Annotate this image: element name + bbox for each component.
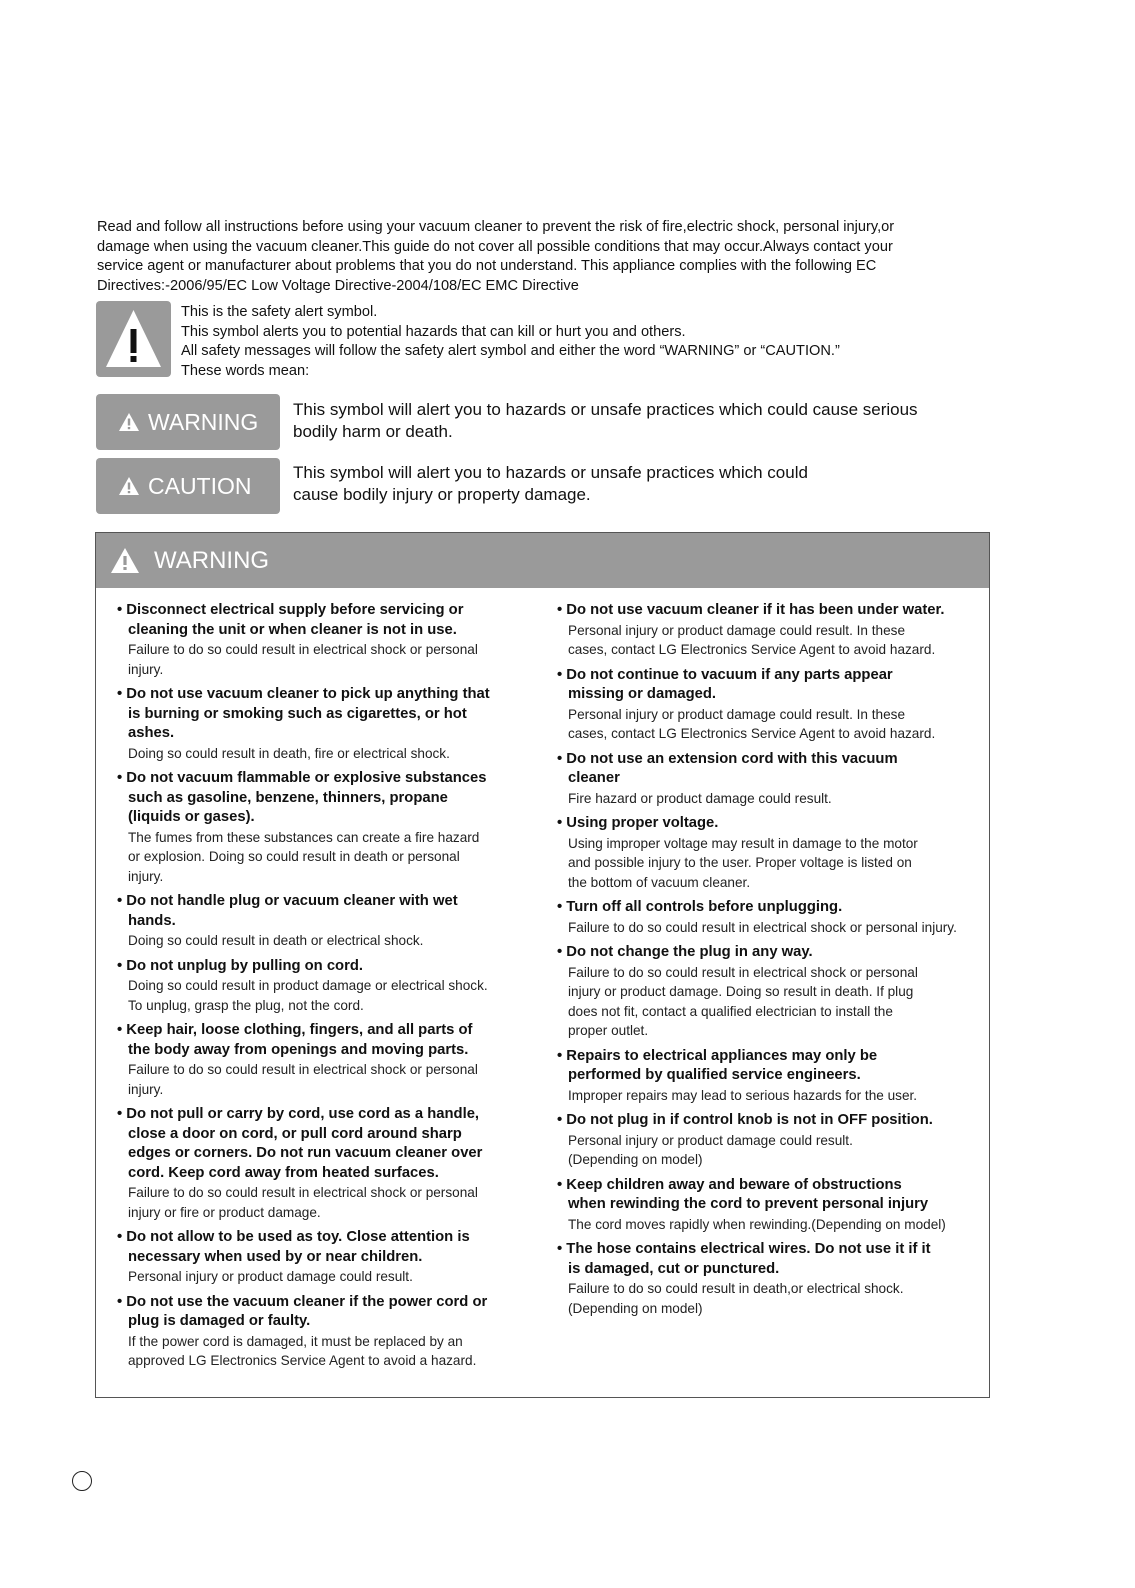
warning-item [557, 1240, 982, 1318]
alert-text-line: This symbol alerts you to potential hazards that can kill or hurt you and others. [181, 323, 686, 340]
caution-signal-label [96, 458, 280, 514]
warning-item [117, 1021, 537, 1099]
warning-item-heading [557, 601, 982, 621]
warning-item-description [117, 1332, 537, 1371]
warning-item [557, 898, 982, 937]
description-line: Fire hazard or product damage could result. [568, 790, 832, 806]
heading-line: hands. [128, 912, 176, 929]
warning-item-heading [117, 685, 537, 744]
safety-alert-symbol [96, 301, 171, 377]
warning-item [117, 685, 537, 763]
warning-triangle-icon [110, 547, 140, 574]
warning-item-description [557, 705, 982, 744]
heading-line: • Keep hair, loose clothing, fingers, and all parts of [117, 1022, 473, 1038]
heading-line: • Do not allow to be used as toy. Close attention is [117, 1229, 470, 1245]
description-line: injury or product damage. Doing so result in death. If plug [568, 984, 914, 999]
warning-item-description [557, 1131, 982, 1170]
warning-item-description [557, 789, 982, 809]
description-line: or explosion. Doing so could result in death or personal [128, 849, 460, 864]
warning-item [557, 1111, 982, 1170]
warning-item [117, 601, 537, 679]
warning-item [557, 666, 982, 744]
intro-line: Directives:-2006/95/EC Low Voltage Directive-2004/108/EC EMC Directive [97, 277, 579, 294]
heading-line: • Disconnect electrical supply before servicing or [117, 602, 464, 618]
alert-text-line: All safety messages will follow the safety alert symbol and either the word “WARNING” or “CAUTION.” [181, 343, 840, 359]
alert-text-line: This is the safety alert symbol. [181, 304, 378, 320]
warning-triangle-icon [118, 476, 140, 496]
heading-line: • Do not unplug by pulling on cord. [117, 957, 363, 974]
warning-panel-header [96, 533, 989, 588]
heading-line: • Do not handle plug or vacuum cleaner with wet [117, 893, 458, 909]
caution-signal-description [293, 462, 973, 506]
warning-item-heading [557, 1176, 982, 1215]
heading-line: cord. Keep cord away from heated surfaces. [128, 1164, 439, 1181]
warning-triangle-icon [103, 307, 164, 371]
warning-panel-title: WARNING [154, 546, 270, 574]
warning-column-right [557, 601, 982, 1324]
description-line: Failure to do so could result in electrical shock or personal [128, 1062, 478, 1077]
description-line: injury. [128, 1081, 164, 1097]
description-line: Doing so could result in death or electrical shock. [128, 933, 424, 948]
warning-item-description [557, 621, 982, 660]
heading-line: • Do not use the vacuum cleaner if the power cord or [117, 1293, 488, 1310]
warning-item [117, 769, 537, 886]
warning-item-heading [557, 943, 982, 963]
signal-desc-line: bodily harm or death. [293, 422, 453, 441]
warning-item-heading [117, 601, 537, 640]
warning-item-description [117, 1183, 537, 1222]
signal-desc-line: This symbol will alert you to hazards or unsafe practices which could cause serious [293, 400, 918, 419]
description-line: To unplug, grasp the plug, not the cord. [128, 997, 364, 1013]
heading-line: • Do not vacuum flammable or explosive substances [117, 770, 487, 786]
heading-line: • Repairs to electrical appliances may only be [557, 1047, 878, 1064]
description-line: (Depending on model) [568, 1300, 703, 1316]
description-line: Personal injury or product damage could result. [568, 1132, 853, 1148]
description-line: Failure to do so could result in electrical shock or personal [568, 964, 918, 980]
description-line: injury. [128, 661, 164, 677]
warning-item [557, 1176, 982, 1235]
warning-item [117, 1293, 537, 1371]
warning-item-heading [117, 1021, 537, 1060]
intro-paragraph [97, 218, 997, 296]
warning-item [557, 814, 982, 892]
warning-item [557, 750, 982, 809]
heading-line: the body away from openings and moving parts. [128, 1041, 469, 1058]
heading-line: • Do not plug in if control knob is not in OFF position. [557, 1112, 933, 1128]
warning-item-heading [557, 814, 982, 834]
warning-item-heading [117, 1105, 537, 1183]
heading-line: cleaner [568, 770, 620, 786]
description-line: Failure to do so could result in electrical shock or personal [128, 642, 478, 657]
heading-line: edges or corners. Do not run vacuum cleaner over [128, 1145, 483, 1161]
warning-item-description [117, 976, 537, 1015]
description-line: Doing so could result in death, fire or electrical shock. [128, 745, 450, 761]
signal-desc-line: This symbol will alert you to hazards or unsafe practices which could [293, 463, 808, 482]
warning-item-description [117, 1060, 537, 1099]
warning-item [117, 1105, 537, 1222]
description-line: and possible injury to the user. Proper voltage is listed on [568, 855, 912, 870]
description-line: Using improper voltage may result in damage to the motor [568, 835, 918, 851]
description-line: Failure to do so could result in death,or electrical shock. [568, 1281, 904, 1296]
heading-line: • The hose contains electrical wires. Do not use it if it [557, 1241, 931, 1257]
description-line: cases, contact LG Electronics Service Agent to avoid hazard. [568, 726, 936, 741]
signal-word: CAUTION [148, 472, 252, 499]
warning-item-description [557, 834, 982, 893]
description-line: Personal injury or product damage could result. In these [568, 706, 906, 722]
heading-line: cleaning the unit or when cleaner is not in use. [128, 621, 457, 638]
warning-item-heading [117, 769, 537, 828]
heading-line: such as gasoline, benzene, thinners, propane [128, 789, 448, 806]
warning-item-description [557, 1086, 982, 1106]
description-line: Improper repairs may lead to serious hazards for the user. [568, 1087, 918, 1103]
description-line: approved LG Electronics Service Agent to avoid a hazard. [128, 1353, 477, 1368]
intro-line: Read and follow all instructions before using your vacuum cleaner to prevent the risk of fire,electric shock, personal injury,or [97, 219, 895, 235]
intro-line: service agent or manufacturer about problems that you do not understand. This appliance complies with the following EC [97, 258, 877, 274]
safety-alert-text [181, 303, 1001, 381]
description-line: Failure to do so could result in electrical shock or personal [128, 1185, 478, 1200]
description-line: Doing so could result in product damage or electrical shock. [128, 978, 488, 993]
warning-signal-description [293, 399, 973, 443]
description-line: The fumes from these substances can create a fire hazard [128, 829, 480, 845]
warning-item-description [557, 963, 982, 1041]
description-line: proper outlet. [568, 1023, 649, 1038]
description-line: The cord moves rapidly when rewinding.(Depending on model) [568, 1216, 946, 1232]
description-line: Failure to do so could result in electrical shock or personal injury. [568, 919, 957, 935]
heading-line: missing or damaged. [568, 686, 717, 702]
heading-line: • Do not use an extension cord with this vacuum [557, 750, 898, 767]
intro-line: damage when using the vacuum cleaner.This guide do not cover all possible conditions that may occur.Always contact your [97, 238, 893, 255]
heading-line: • Do not change the plug in any way. [557, 944, 813, 960]
heading-line: • Do not pull or carry by cord, use cord as a handle, [117, 1106, 480, 1122]
heading-line: performed by qualified service engineers. [568, 1067, 861, 1083]
description-line: cases, contact LG Electronics Service Agent to avoid hazard. [568, 642, 936, 657]
warning-item-description [117, 640, 537, 679]
warning-triangle-icon [118, 412, 140, 432]
heading-line: • Do not use vacuum cleaner if it has been under water. [557, 602, 945, 618]
warning-item-heading [117, 957, 537, 977]
warning-signal-label [96, 394, 280, 450]
warning-item-heading [557, 1111, 982, 1131]
warning-item [557, 943, 982, 1041]
warning-item-description [557, 918, 982, 938]
warning-item-heading [557, 666, 982, 705]
warning-item-description [117, 828, 537, 887]
warning-item-heading [117, 1228, 537, 1267]
warning-item [117, 892, 537, 951]
signal-word: WARNING [148, 408, 259, 435]
warning-item-heading [117, 892, 537, 931]
description-line: does not fit, contact a qualified electrician to install the [568, 1003, 893, 1019]
warning-item-heading [557, 1047, 982, 1086]
heading-line: • Keep children away and beware of obstructions [557, 1176, 902, 1193]
description-line: injury. [128, 868, 164, 884]
warning-item [117, 1228, 537, 1287]
description-line: If the power cord is damaged, it must be replaced by an [128, 1333, 463, 1349]
warning-item [557, 1047, 982, 1106]
warning-item [117, 957, 537, 1016]
warning-item-description [557, 1215, 982, 1235]
warning-item-description [117, 1267, 537, 1287]
warning-column-left [117, 601, 537, 1377]
warning-item-description [117, 744, 537, 764]
description-line: injury or fire or product damage. [128, 1204, 321, 1220]
warning-item [557, 601, 982, 660]
heading-line: • Turn off all controls before unplugging. [557, 899, 843, 915]
alert-text-line: These words mean: [181, 362, 310, 379]
heading-line: • Do not continue to vacuum if any parts appear [557, 666, 893, 683]
description-line: (Depending on model) [568, 1152, 703, 1167]
warning-item-description [557, 1279, 982, 1318]
warning-item-heading [117, 1293, 537, 1332]
heading-line: ashes. [128, 725, 175, 741]
heading-line: close a door on cord, or pull cord around sharp [128, 1125, 462, 1142]
description-line: Personal injury or product damage could result. In these [568, 622, 906, 638]
description-line: Personal injury or product damage could result. [128, 1269, 413, 1284]
heading-line: when rewinding the cord to prevent personal injury [568, 1196, 929, 1212]
heading-line: is damaged, cut or punctured. [568, 1260, 780, 1277]
heading-line: plug is damaged or faulty. [128, 1313, 311, 1329]
heading-line: • Do not use vacuum cleaner to pick up anything that [117, 686, 490, 702]
heading-line: necessary when used by or near children. [128, 1248, 423, 1265]
warning-panel [95, 532, 990, 1398]
warning-item-heading [557, 750, 982, 789]
heading-line: (liquids or gases). [128, 809, 255, 825]
heading-line: is burning or smoking such as cigarettes, or hot [128, 705, 467, 722]
signal-desc-line: cause bodily injury or property damage. [293, 485, 591, 504]
description-line: the bottom of vacuum cleaner. [568, 874, 751, 890]
warning-item-heading [557, 898, 982, 918]
page-number-marker [72, 1471, 92, 1491]
heading-line: • Using proper voltage. [557, 815, 719, 831]
warning-item-description [117, 931, 537, 951]
warning-item-heading [557, 1240, 982, 1279]
